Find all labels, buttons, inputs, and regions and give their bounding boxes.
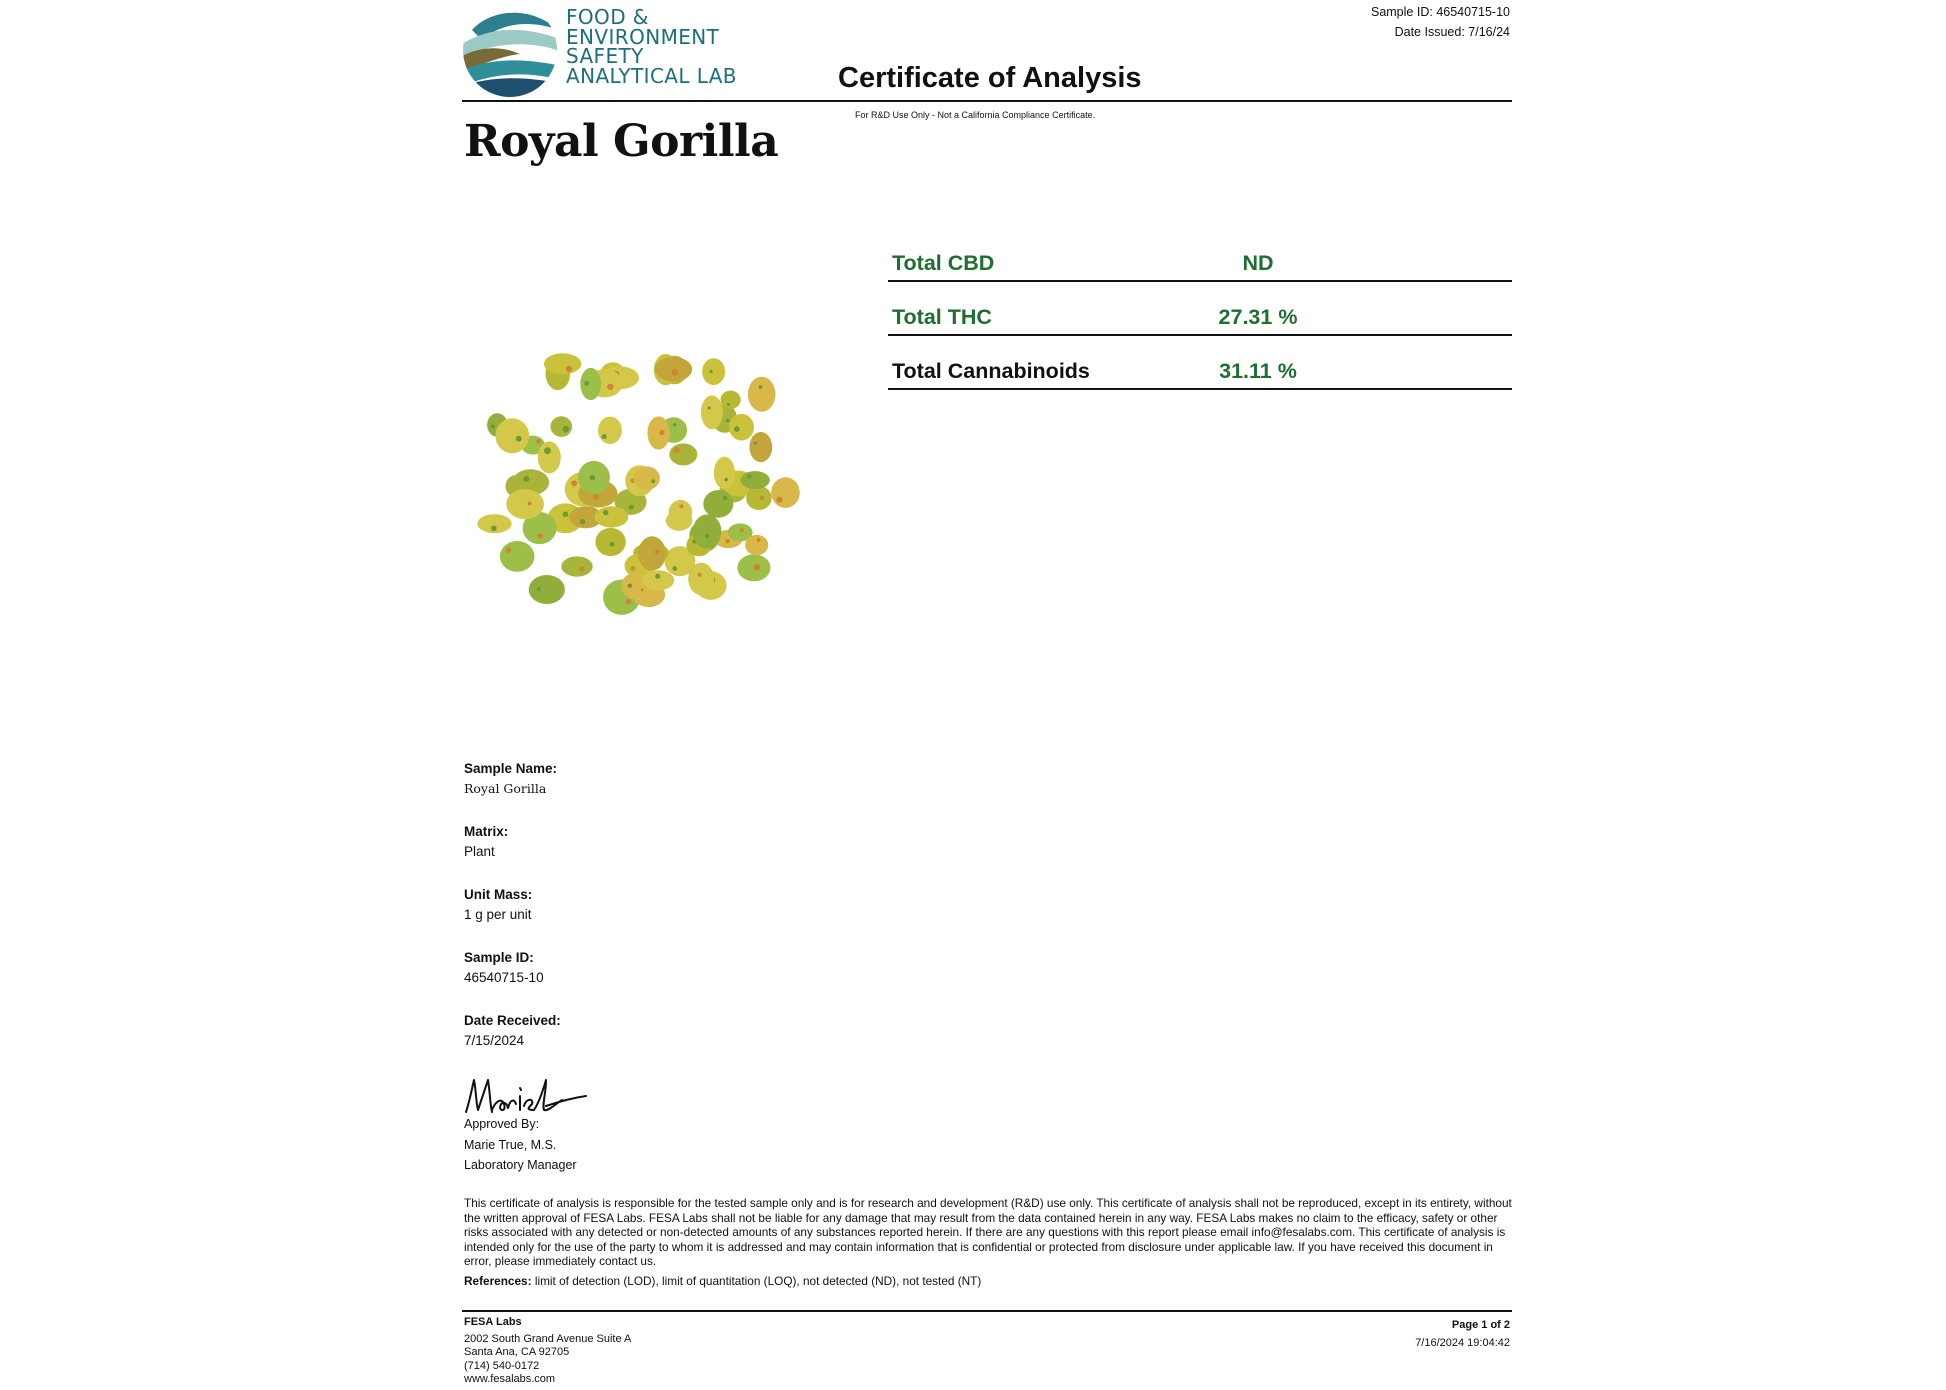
header-date-issued-label: Date Issued:: [1394, 25, 1465, 39]
flower-bud-detail: [710, 370, 713, 373]
sample-name-field: [464, 760, 1064, 823]
flower-bud-detail: [641, 588, 644, 591]
footer-company: FESA Labs: [464, 1316, 522, 1328]
flower-bud-detail: [659, 430, 664, 435]
logo-line: FOOD &: [566, 5, 649, 29]
flower-bud: [529, 575, 565, 604]
flower-bud-detail: [754, 442, 757, 445]
flower-bud-detail: [753, 564, 760, 571]
approval-block: [464, 1114, 577, 1176]
flower-bud-detail: [580, 519, 585, 524]
logo-line: SAFETY: [566, 44, 644, 68]
matrix-label: Matrix:: [464, 824, 509, 839]
logo-line: ANALYTICAL LAB: [566, 63, 737, 88]
footer-address-2: Santa Ana, CA 92705: [464, 1346, 570, 1359]
flower-bud-detail: [544, 447, 551, 454]
flower-buds-image: [462, 330, 822, 640]
flower-bud-detail: [584, 381, 589, 386]
flower-bud-detail: [571, 480, 577, 486]
flower-bud: [745, 535, 768, 555]
flower-bud-detail: [734, 426, 740, 432]
flower-bud-detail: [760, 496, 764, 500]
sample-id-value: 46540715-10: [464, 970, 544, 985]
flower-bud: [638, 536, 666, 570]
flower-bud: [598, 417, 622, 444]
flower-bud: [538, 441, 561, 473]
flower-bud-detail: [491, 424, 495, 428]
flower-bud: [688, 563, 714, 595]
flower-bud-detail: [740, 528, 744, 532]
result-value-text: 31.11 %: [1219, 359, 1297, 383]
flower-bud-detail: [580, 566, 585, 571]
flower-bud-detail: [698, 573, 702, 577]
flower-bud-detail: [563, 426, 570, 433]
unit-mass-value: 1 g per unit: [464, 907, 532, 922]
flower-bud: [746, 486, 772, 510]
header-sample-id-value: 46540715-10: [1436, 5, 1510, 19]
sample-info: [464, 760, 1064, 1075]
flower-bud: [701, 395, 723, 429]
header-sample-id-label: Sample ID:: [1370, 5, 1433, 19]
flower-bud-detail: [593, 494, 599, 500]
flower-bud: [703, 490, 733, 518]
flower-bud-detail: [655, 550, 660, 555]
flower-bud: [561, 556, 592, 576]
flower-bud: [634, 466, 660, 490]
flower-bud: [771, 477, 800, 508]
result-name: Total Cannabinoids: [892, 359, 1090, 383]
matrix-field: [464, 823, 1064, 886]
references-text: limit of detection (LOD), limit of quantitation (LOQ), not detected (ND), not tested (NT): [534, 1274, 982, 1288]
fesa-logo: [462, 0, 737, 100]
footer-company-info: [464, 1316, 631, 1386]
flower-bud: [721, 391, 741, 409]
flower-bud-detail: [651, 479, 655, 483]
sample-id-label: Sample ID:: [464, 950, 534, 965]
header-date-issued: [1371, 22, 1510, 42]
result-name: Total CBD: [892, 251, 995, 275]
footer-page-info: [1415, 1316, 1510, 1352]
result-name: Total THC: [892, 305, 992, 329]
approved-by-label: Approved By:: [464, 1117, 540, 1131]
unit-mass-label: Unit Mass:: [464, 887, 533, 902]
footer-website: www.fesalabs.com: [464, 1372, 556, 1385]
sample-id-field: [464, 949, 1064, 1012]
flower-bud-detail: [672, 369, 679, 376]
flower-bud-detail: [708, 406, 711, 409]
disclaimer-text: This certificate of analysis is responsible for the tested sample only and is for research and development (R&D) use only. This certificate of analysis shall not be reproduced, except in its entirety, without the written approval of FESA Labs. FESA Labs shall not be liable for any damage that may result from the data contained herein in any way. FESA Labs makes no claim to the efficacy, safety or other risks associated with any detected or non-detected amounts of any substances reported herein. If there are any questions with this report please email info@fesalabs.com. This certificate of analysis is intended only for the use of the party to whom it is addressed and may contain information that is confidential or protected from disclosure under applicable law. If you have received this document in error, please immediately contact us.: [464, 1196, 1512, 1269]
footer-timestamp: 7/16/2024 19:04:42: [1415, 1337, 1510, 1349]
approver-name: Marie True, M.S.: [464, 1137, 557, 1152]
flower-bud-detail: [759, 385, 763, 389]
flower-bud-detail: [631, 566, 636, 571]
approver-title: Laboratory Manager: [464, 1158, 577, 1172]
flower-bud-detail: [506, 547, 512, 553]
flower-bud-detail: [757, 538, 761, 542]
flower-bud-detail: [563, 512, 569, 518]
flower-bud-detail: [673, 423, 677, 427]
flower-bud-detail: [674, 447, 680, 453]
flower-bud: [702, 358, 725, 385]
result-row-total-cannabinoids: [888, 336, 1512, 390]
flower-bud: [500, 541, 535, 572]
flower-bud: [729, 414, 754, 441]
footer-address-1: 2002 South Grand Avenue Suite A: [464, 1333, 632, 1346]
result-row-total-cbd: [888, 228, 1512, 282]
flower-bud-detail: [609, 542, 614, 547]
flower-bud-detail: [629, 505, 634, 510]
date-received-field: [464, 1012, 1064, 1075]
date-received-value: 7/15/2024: [464, 1033, 525, 1048]
flower-bud-detail: [491, 526, 497, 532]
flower-bud-detail: [528, 502, 532, 506]
flower-bud-detail: [672, 566, 677, 571]
sample-name-value: Royal Gorilla: [464, 781, 547, 796]
approver-signature: [462, 1070, 592, 1118]
flower-bud-detail: [679, 504, 683, 508]
sample-name-label: Sample Name:: [464, 761, 558, 776]
flower-bud-detail: [626, 599, 632, 605]
footer-divider: [462, 1310, 1512, 1312]
flower-bud-detail: [725, 478, 728, 481]
references-label: References:: [464, 1274, 532, 1288]
flower-bud-detail: [523, 476, 529, 482]
results-summary: [888, 228, 1512, 390]
signature-image: [462, 1070, 592, 1118]
flower-bud: [714, 457, 735, 489]
fesa-logo-icon: [462, 0, 562, 100]
flower-bud: [693, 514, 722, 548]
compliance-note: For R&D Use Only - Not a California Compliance Certificate.: [855, 110, 1096, 120]
flower-bud: [550, 416, 572, 437]
flower-bud-detail: [776, 497, 782, 503]
flower-bud: [595, 506, 629, 527]
flower-bud-detail: [536, 439, 541, 444]
flower-bud-detail: [655, 574, 660, 579]
flower-bud: [741, 471, 770, 489]
header-sample-id: [1371, 2, 1510, 22]
sample-title: Royal Gorilla: [464, 116, 779, 167]
flower-bud-detail: [516, 436, 522, 442]
footer-page-number: Page 1 of 2: [1451, 1319, 1510, 1331]
flower-bud-detail: [538, 533, 544, 539]
logo-wordmark: [566, 5, 737, 88]
flower-bud-detail: [603, 510, 608, 515]
flower-bud-detail: [727, 403, 730, 406]
flower-bud: [544, 353, 581, 374]
flower-bud-detail: [607, 384, 613, 390]
document-title: Certificate of Analysis: [838, 62, 1142, 94]
flower-bud-detail: [537, 587, 541, 591]
flower-bud: [647, 416, 669, 449]
flower-bud: [595, 528, 625, 556]
unit-mass-field: [464, 886, 1064, 949]
flower-bud-detail: [725, 539, 729, 543]
header-divider: [462, 100, 1512, 102]
flower-bud-detail: [747, 474, 751, 478]
flower-bud-detail: [590, 475, 596, 481]
product-image: [462, 330, 822, 640]
matrix-value: Plant: [464, 844, 495, 859]
logo-line: ENVIRONMENT: [566, 24, 720, 49]
flower-bud-detail: [723, 496, 727, 500]
footer-phone: (714) 540-0172: [464, 1359, 540, 1372]
references: [464, 1274, 1514, 1289]
flower-bud: [669, 500, 693, 525]
flower-bud-detail: [705, 534, 709, 538]
flower-bud: [495, 418, 529, 453]
header-date-issued-value: 7/16/24: [1468, 25, 1510, 39]
flower-bud: [748, 377, 776, 412]
flower-bud: [642, 570, 674, 590]
result-value-text: ND: [1242, 251, 1274, 275]
flower-bud-detail: [726, 419, 730, 423]
flower-bud: [749, 432, 772, 462]
flower-bud-detail: [628, 584, 633, 589]
flower-bud: [506, 489, 544, 519]
flower-bud: [669, 443, 697, 465]
header-meta: [1371, 2, 1510, 42]
flower-bud: [580, 368, 601, 400]
date-received-label: Date Received:: [464, 1013, 561, 1028]
result-value-text: 27.31 %: [1218, 305, 1298, 329]
flower-bud: [655, 357, 692, 381]
flower-bud-detail: [602, 434, 607, 439]
flower-bud-detail: [566, 366, 572, 372]
result-row-total-thc: [888, 282, 1512, 336]
